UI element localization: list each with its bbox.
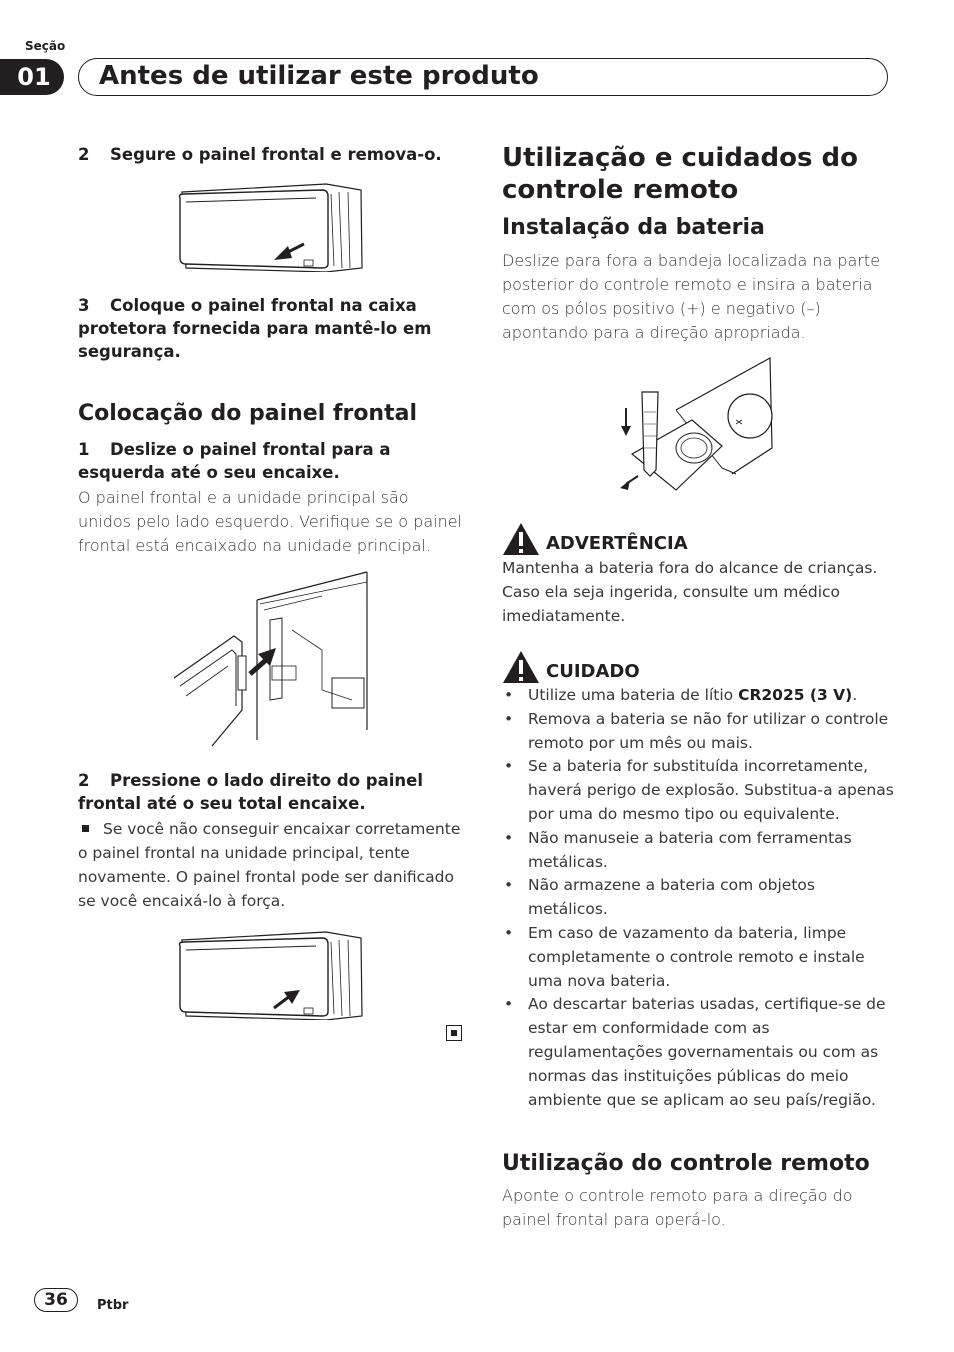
step-press-right [78, 769, 466, 815]
battery-instructions: Deslize para fora a bandeja localizada na parte posterior do controle remoto e insira a bateria com os pólos positivo (+) e negativo (–) apontando para a direção apropriada. [502, 251, 881, 342]
page-number: 36 [34, 1288, 78, 1312]
battery-model: CR2025 (3 V) [738, 686, 853, 704]
warning-triangle-icon [502, 522, 540, 556]
caution-list [502, 684, 894, 1112]
attach-description: O painel frontal e a unidade principal são unidos pelo lado esquerdo. Verifique se o painel frontal está encaixado na unidade principal. [78, 488, 462, 555]
step-slide-left [78, 438, 466, 484]
heading-battery-install: Instalação da bateria [502, 215, 765, 240]
warning-box [502, 522, 894, 628]
remote-usage-text: Aponte o controle remoto para a direção do painel frontal para operá-lo. [502, 1186, 853, 1229]
step-text: Pressione o lado direito do painel frontal até o seu total encaixe. [78, 771, 424, 813]
caution-item: • Ao descartar baterias usadas, certifique-se de estar em conformidade com as regulamentações governamentais ou com as normas das instituições públicas do meio ambiente que se aplicam ao seu país/região. [502, 993, 894, 1112]
step-protective-case [78, 294, 466, 363]
heading-attach-panel: Colocação do painel frontal [78, 401, 418, 426]
caution-box [502, 650, 894, 1112]
section-number-badge: 01 [0, 59, 64, 95]
caution-item: • Se a bateria for substituída incorretamente, haverá perigo de explosão. Substitua-a apenas por uma do mesmo tipo ou equivalente. [502, 755, 894, 826]
caution-title [502, 650, 894, 684]
step-number: 1 [78, 440, 90, 459]
step-remove-panel [78, 143, 466, 166]
warning-title-text: ADVERTÊNCIA [546, 533, 688, 554]
step-number: 3 [78, 296, 90, 315]
caution-item [502, 684, 894, 708]
section-label: Seção [25, 39, 66, 53]
caution-item: • Não manuseie a bateria com ferramentas metálicas. [502, 827, 894, 875]
heading-remote-usage: Utilização do controle remoto [502, 1151, 870, 1176]
step-number: 2 [78, 771, 90, 790]
end-of-section-icon [446, 1025, 462, 1041]
heading-remote-control: Utilização e cuidados do controle remoto [502, 143, 858, 205]
warning-title [502, 522, 894, 556]
note-text: Se você não conseguir encaixar corretamente o painel frontal na unidade principal, tente novamente. O painel frontal pode ser danificado se você encaixá-lo à força. [78, 820, 461, 910]
caution-item: • Não armazene a bateria com objetos metálicos. [502, 874, 894, 922]
illustration-battery-install [612, 352, 777, 497]
note-bullet-icon [82, 825, 89, 832]
illustration-attach-panel [172, 570, 372, 750]
caution-item: • Em caso de vazamento da bateria, limpe completamente o controle remoto e instale uma nova bateria. [502, 922, 894, 993]
caution-item-suffix: . [852, 686, 858, 704]
caution-title-text: CUIDADO [546, 661, 640, 682]
caution-item-text: Utilize uma bateria de lítio [528, 686, 739, 704]
illustration-remove-panel [176, 180, 366, 272]
warning-text: Mantenha a bateria fora do alcance de crianças. Caso ela seja ingerida, consulte um médico imediatamente. [502, 559, 878, 625]
caution-triangle-icon [502, 650, 540, 684]
illustration-press-panel [176, 928, 366, 1020]
language-code: Ptbr [97, 1298, 129, 1313]
attach-note [78, 817, 466, 913]
caution-item: • Remova a bateria se não for utilizar o controle remoto por um mês ou mais. [502, 708, 894, 756]
step-number: 2 [78, 145, 90, 164]
step-text: Segure o painel frontal e remova-o. [110, 145, 442, 164]
step-text: Deslize o painel frontal para a esquerda até o seu encaixe. [78, 440, 391, 482]
step-text: Coloque o painel frontal na caixa protetora fornecida para mantê-lo em segurança. [78, 296, 432, 361]
page-title: Antes de utilizar este produto [78, 58, 888, 96]
